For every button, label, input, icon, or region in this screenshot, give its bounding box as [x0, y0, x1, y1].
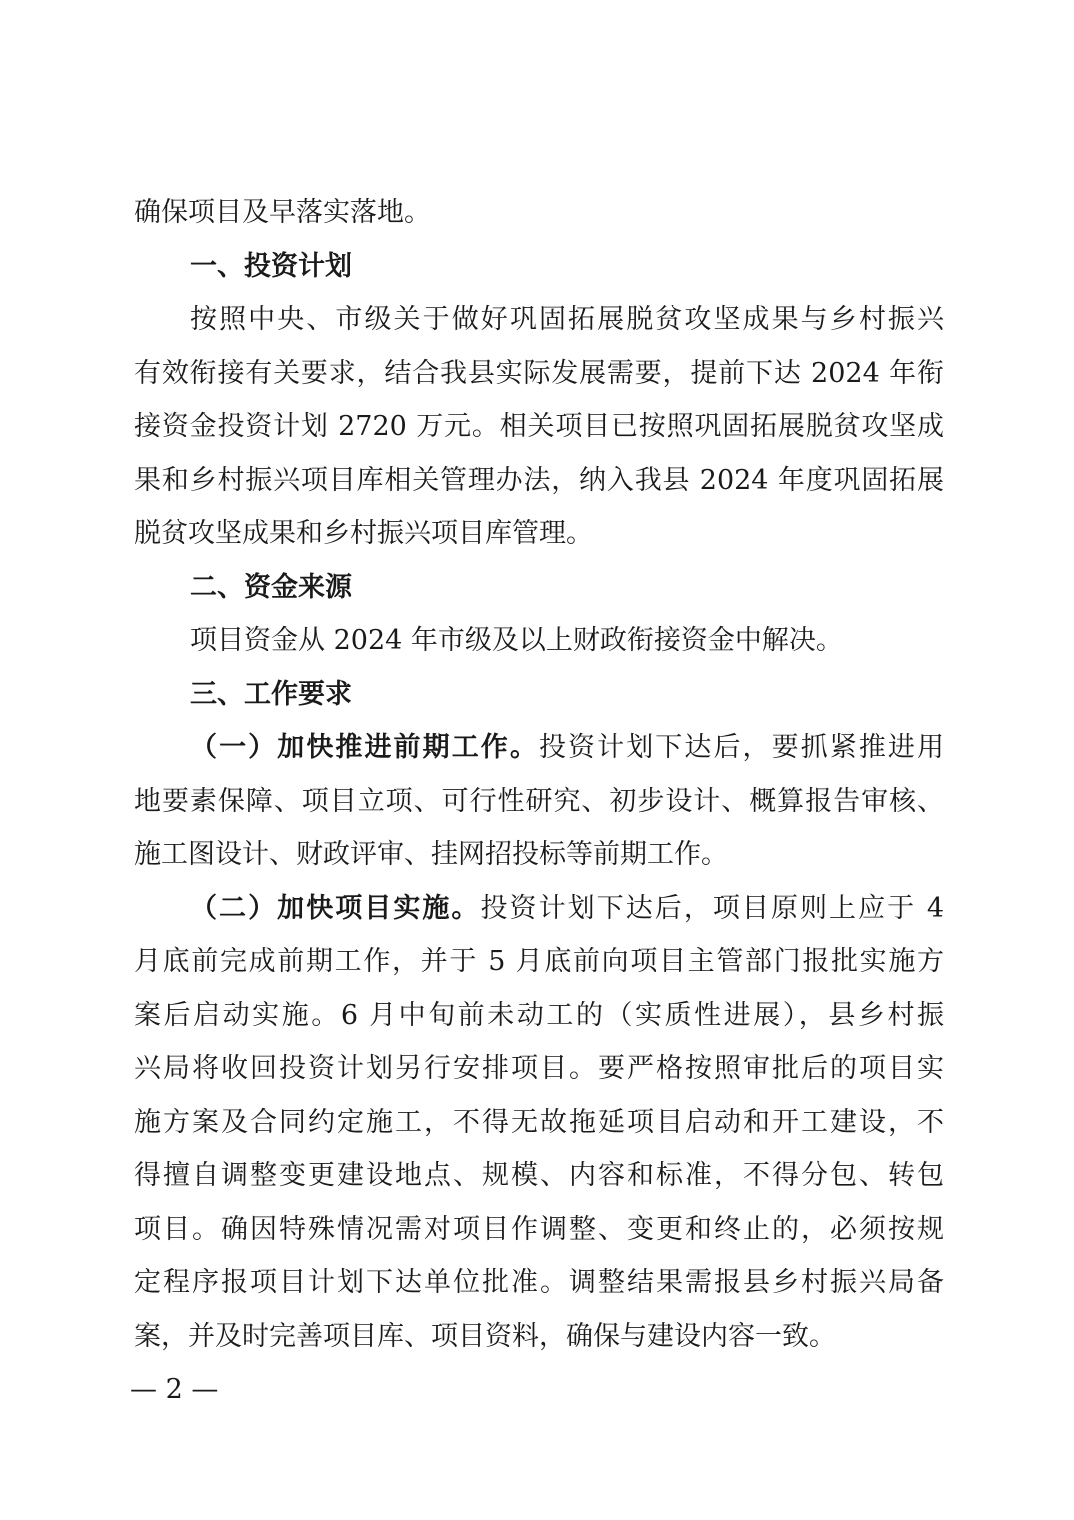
section-heading-funding-source: 二、资金来源	[190, 571, 352, 603]
text-line: 施方案及合同约定施工，不得无故拖延项目启动和开工建设，不	[134, 1106, 944, 1138]
text-line: 月底前完成前期工作，并于 5 月底前向项目主管部门报批实施方	[134, 946, 944, 977]
text-line: 案后启动实施。6 月中旬前未动工的（实质性进展），县乡村振	[134, 999, 944, 1031]
text-line: 案，并及时完善项目库、项目资料，确保与建设内容一致。	[134, 1320, 836, 1352]
page-number: — 2 —	[130, 1374, 219, 1405]
text-span: 投资计划下达后，要抓紧推进用	[538, 732, 945, 763]
text-line: 确保项目及早落实落地。	[134, 197, 431, 228]
document-body	[134, 186, 944, 1363]
text-line: 施工图设计、财政评审、挂网招投标等前期工作。	[134, 839, 728, 870]
text-line: 定程序报项目计划下达单位批准。调整结果需报县乡村振兴局备	[134, 1267, 944, 1298]
section-heading-investment-plan: 一、投资计划	[190, 250, 352, 282]
text-line: 果和乡村振兴项目库相关管理办法，纳入我县 2024 年度巩固拓展	[134, 464, 944, 496]
text-line: 脱贫攻坚成果和乡村振兴项目库管理。	[134, 518, 593, 549]
section-heading-work-requirements: 三、工作要求	[190, 678, 352, 710]
subsection-title-project-implementation: （二）加快项目实施。	[190, 892, 481, 924]
text-line: 按照中央、市级关于做好巩固拓展脱贫攻坚成果与乡村振兴	[190, 304, 944, 335]
subsection-line	[134, 721, 944, 775]
subsection-line	[134, 882, 944, 936]
subsection-title-preliminary-work: （一）加快推进前期工作。	[190, 732, 539, 763]
text-line: 项目。确因特殊情况需对项目作调整、变更和终止的，必须按规	[134, 1213, 944, 1245]
text-line: 项目资金从 2024 年市级及以上财政衔接资金中解决。	[190, 625, 843, 656]
text-line: 地要素保障、项目立项、可行性研究、初步设计、概算报告审核、	[134, 785, 944, 817]
text-line: 接资金投资计划 2720 万元。相关项目已按照巩固拓展脱贫攻坚成	[134, 411, 944, 442]
text-line: 兴局将收回投资计划另行安排项目。要严格按照审批后的项目实	[134, 1053, 944, 1084]
text-span: 投资计划下达后，项目原则上应于 4	[480, 892, 945, 924]
text-line: 得擅自调整变更建设地点、规模、内容和标准，不得分包、转包	[134, 1160, 944, 1191]
text-line: 有效衔接有关要求，结合我县实际发展需要，提前下达 2024 年衔	[134, 357, 944, 389]
